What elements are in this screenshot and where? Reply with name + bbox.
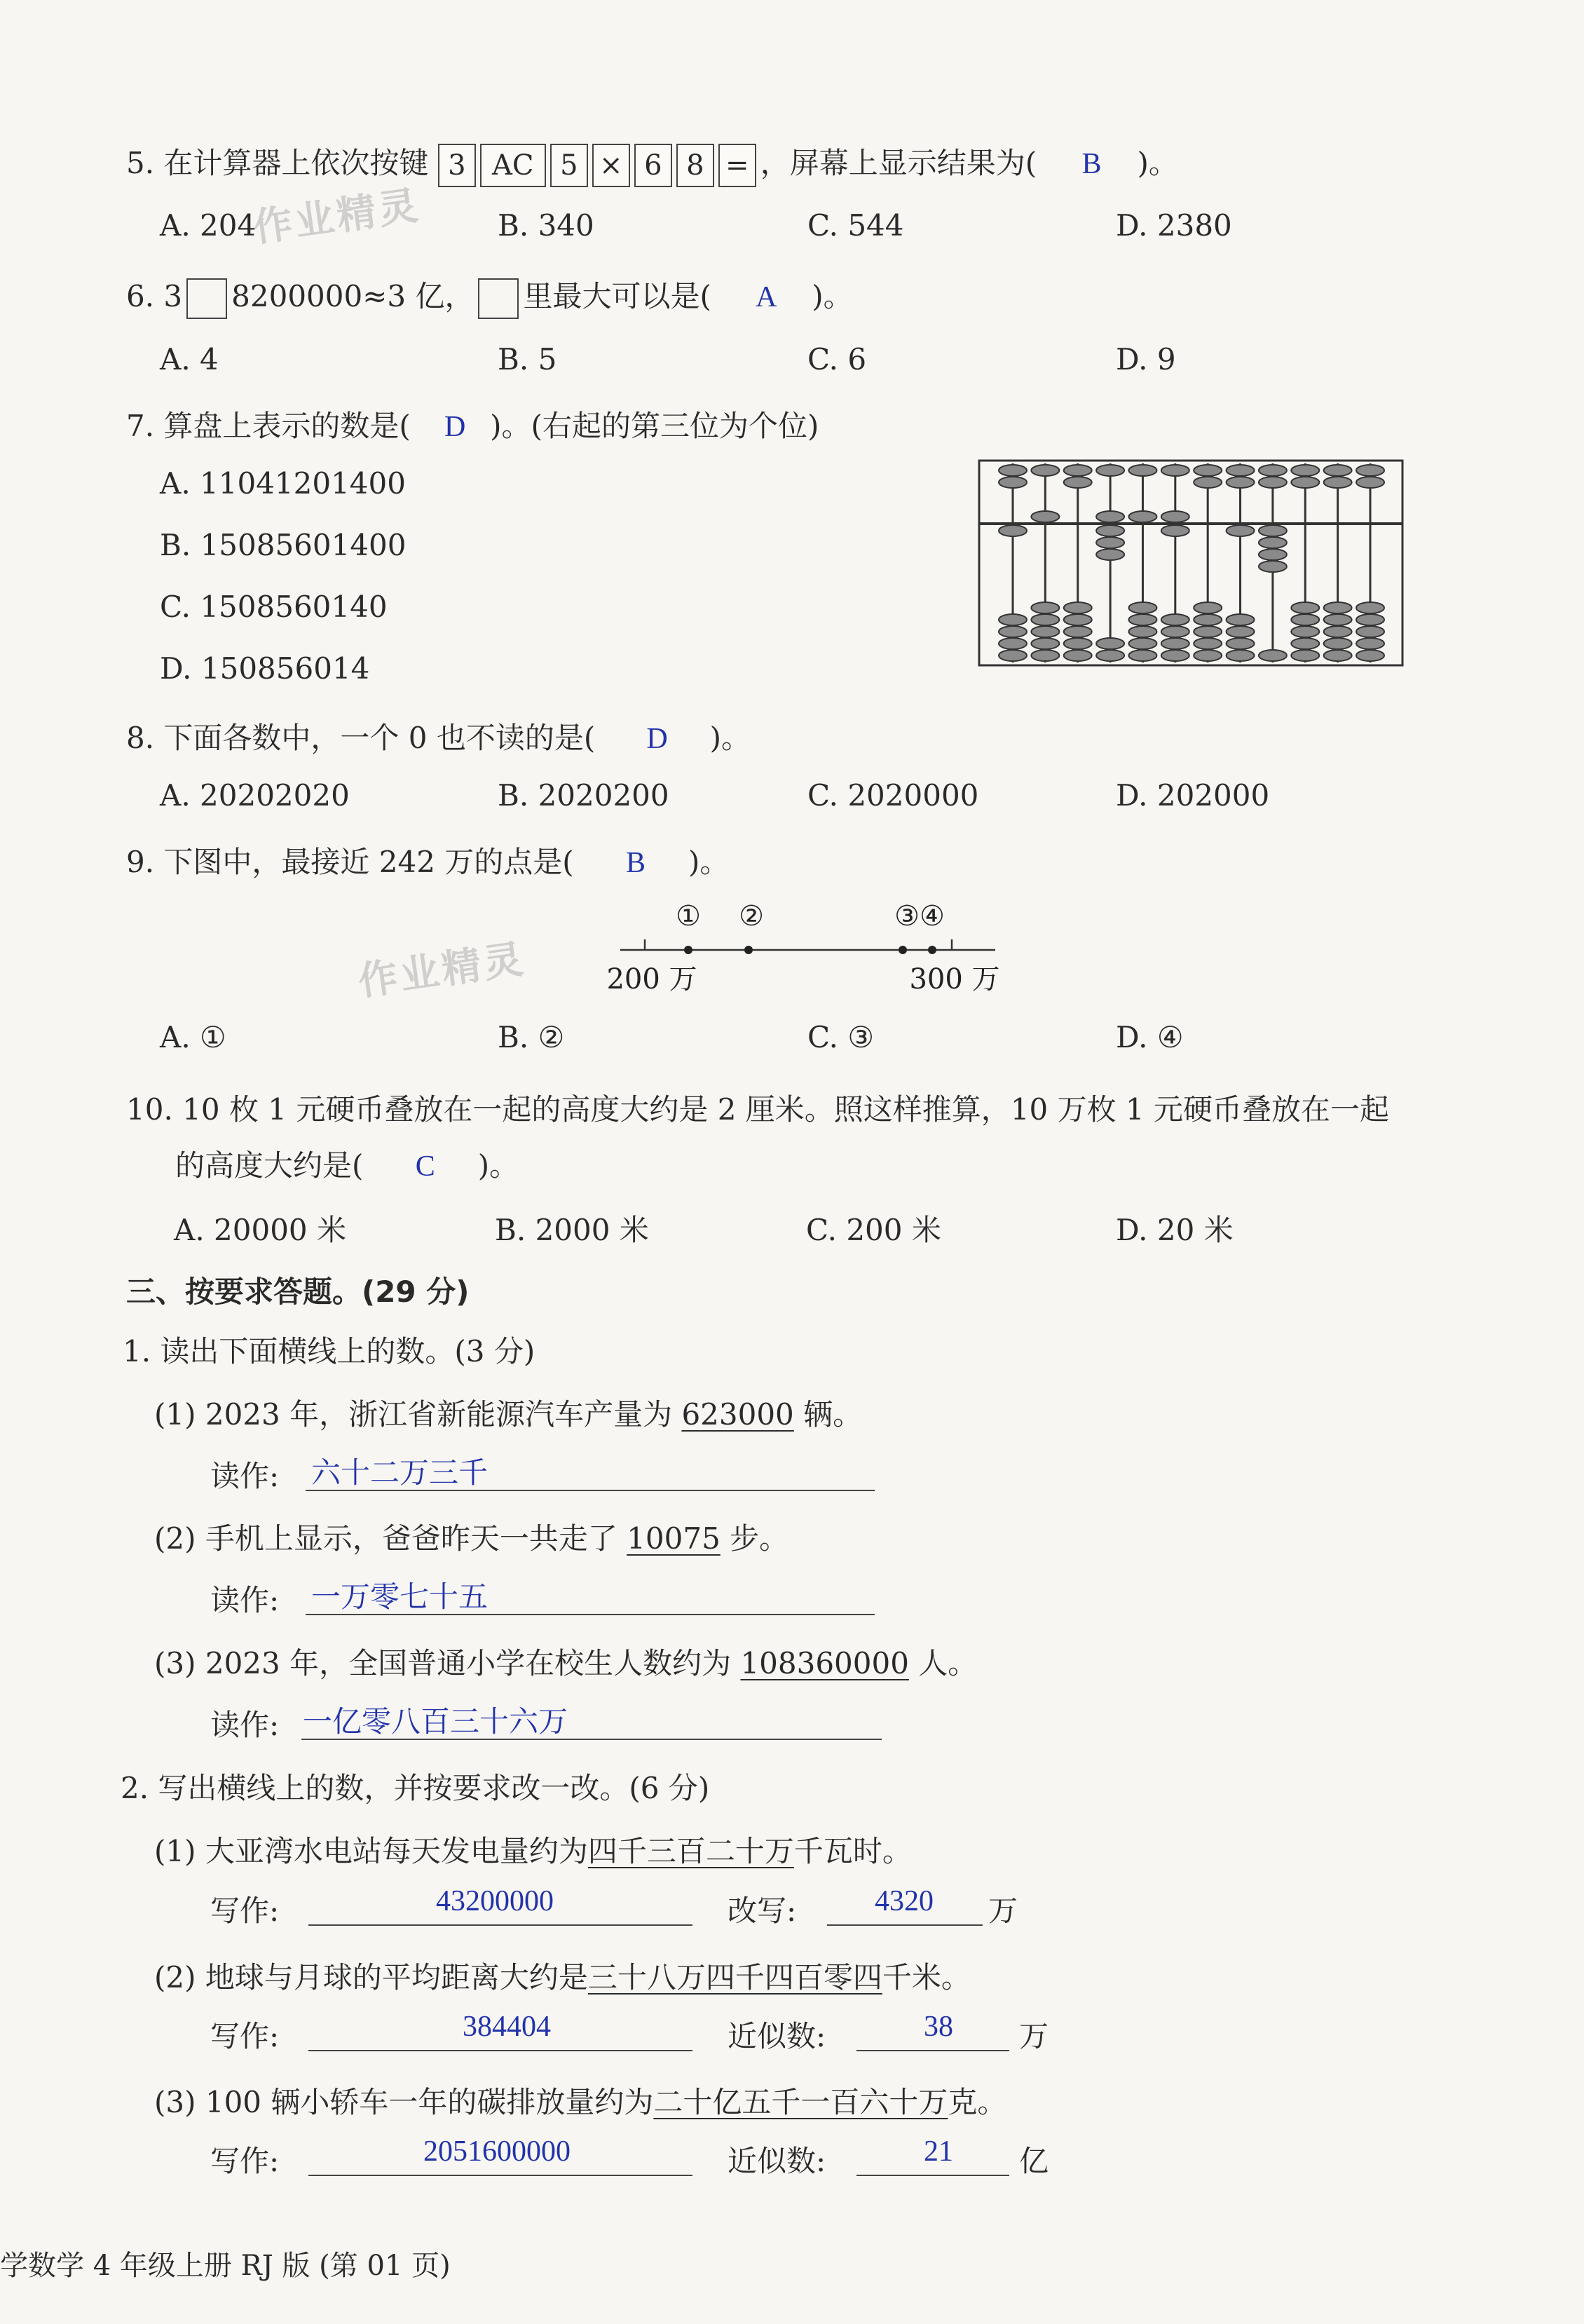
write-label: 写作: <box>210 2144 280 2178</box>
q5-stem: 5. 在计算器上依次按键 <box>126 146 429 180</box>
abacus-bead-lower <box>1064 650 1092 661</box>
p1-item-2-number: 10075 <box>627 1521 721 1556</box>
point-4 <box>928 946 936 954</box>
abacus-bead-lower <box>1031 638 1059 649</box>
read-label: 读作: <box>210 1459 280 1493</box>
q5-suffix: ，屏幕上显示结果为( <box>760 146 1037 180</box>
p1-item-3-number: 108360000 <box>740 1646 909 1680</box>
abacus-bead-lower <box>1096 537 1124 548</box>
question-6 <box>126 273 853 319</box>
alt-label: 近似数: <box>728 2144 826 2178</box>
abacus-bead-upper <box>1194 477 1222 488</box>
p1-item-1-answer: 六十二万三千 <box>311 1457 489 1490</box>
p1-item-2 <box>154 1516 788 1558</box>
p1-item-1-text: (1) 2023 年，浙江省新能源汽车产量为 <box>154 1397 682 1432</box>
abacus-bead-lower <box>1259 650 1287 661</box>
q5-option-b: B. 340 <box>498 208 594 243</box>
q5-option-c: C. 544 <box>807 208 904 243</box>
p2-item-3-alt-answer: 21 <box>924 2135 953 2168</box>
abacus-bead-upper <box>1031 465 1059 476</box>
abacus-bead-upper <box>999 465 1027 476</box>
q7-stem: 7. 算盘上表示的数是( <box>126 409 411 443</box>
answer-line <box>856 2175 1009 2176</box>
abacus-bead-lower <box>1064 614 1092 625</box>
label-point-34: ③④ <box>894 900 945 932</box>
q10-option-d: D. 20 米 <box>1116 1213 1234 1247</box>
section-3-heading: 三、按要求答题。(29 分) <box>126 1275 470 1309</box>
p2-item-3 <box>154 2079 1006 2121</box>
q6-option-c: C. 6 <box>807 342 867 376</box>
q8-answer: D <box>646 723 668 755</box>
abacus-bead-lower <box>1194 614 1222 625</box>
q7-option-b: B. 15085601400 <box>160 528 407 562</box>
abacus-bead-lower <box>1324 650 1352 661</box>
abacus-bead-lower <box>1194 638 1222 649</box>
abacus-bead-lower <box>999 525 1027 536</box>
abacus-bead-lower <box>1356 602 1384 613</box>
unit-label: 亿 <box>1019 2144 1049 2178</box>
abacus-bead-lower <box>1064 602 1092 613</box>
abacus-bead-lower <box>1259 561 1287 572</box>
q9-option-b: B. ② <box>498 1020 565 1054</box>
abacus-bead-lower <box>999 638 1027 649</box>
p1-item-3-text: (3) 2023 年，全国普通小学在校生人数约为 <box>154 1646 741 1680</box>
question-10-line2 <box>175 1143 519 1185</box>
alt-label: 近似数: <box>728 2019 826 2053</box>
q8-option-c: C. 2020000 <box>807 778 979 813</box>
key-5: 5 <box>550 144 588 187</box>
q6-part1: 6. 3 <box>126 279 183 313</box>
question-9 <box>126 839 729 881</box>
q7-option-d: D. 150856014 <box>160 651 370 686</box>
abacus-bead-lower <box>1096 650 1124 661</box>
abacus-bead-lower <box>1128 650 1156 661</box>
q9-option-c: C. ③ <box>807 1020 874 1054</box>
abacus-bead-upper <box>999 477 1027 488</box>
abacus-bead-upper <box>1227 477 1255 488</box>
abacus-bead-lower <box>1031 650 1059 661</box>
abacus-bead-lower <box>999 626 1027 637</box>
q9-answer: B <box>626 847 646 879</box>
q6-part3: 里最大可以是( <box>523 279 711 313</box>
question-8 <box>126 715 751 757</box>
question-5 <box>126 140 1178 187</box>
q5-close: )。 <box>1137 146 1178 180</box>
point-1 <box>684 946 692 954</box>
abacus-bead-lower <box>1259 537 1287 548</box>
abacus-bead-lower <box>999 650 1027 661</box>
q10-option-a: A. 20000 米 <box>174 1213 346 1247</box>
abacus-bead-lower <box>1291 626 1319 637</box>
write-label: 写作: <box>210 2019 280 2053</box>
watermark: 作业精灵 <box>355 936 528 1005</box>
key-equals: = <box>718 144 756 187</box>
abacus-bead-lower <box>1064 626 1092 637</box>
abacus-bead-upper <box>1259 465 1287 476</box>
watermark: 作业精灵 <box>250 182 423 252</box>
abacus-bead-upper <box>1324 477 1352 488</box>
abacus-bead-upper <box>1194 465 1222 476</box>
q8-option-a: A. 20202020 <box>160 778 350 813</box>
p1-item-1-post: 辆。 <box>793 1397 863 1432</box>
abacus <box>978 459 1405 670</box>
abacus-bead-upper <box>1259 477 1287 488</box>
abacus-bead-upper <box>1161 511 1189 522</box>
abacus-bead-lower <box>1227 626 1255 637</box>
unit-label: 万 <box>1019 2019 1049 2053</box>
key-multiply: × <box>592 144 630 187</box>
p2-item-1-write-answer: 43200000 <box>436 1885 554 1917</box>
abacus-bead-lower <box>1324 602 1352 613</box>
p2-item-2-write-answer: 384404 <box>463 2011 551 2043</box>
abacus-bead-lower <box>1259 525 1287 536</box>
p2-item-3-number: 二十亿五千一百六十万 <box>653 2085 948 2119</box>
abacus-bead-lower <box>1227 525 1255 536</box>
q5-option-d: D. 2380 <box>1116 208 1232 243</box>
question-7 <box>126 403 819 445</box>
abacus-bead-lower <box>1096 638 1124 649</box>
q7-close: )。(右起的第三位为个位) <box>490 409 819 443</box>
q5-answer: B <box>1081 148 1102 180</box>
abacus-bead-lower <box>1291 602 1319 613</box>
q7-answer: D <box>444 411 466 443</box>
q9-stem: 9. 下图中，最接近 242 万的点是( <box>126 845 574 879</box>
p1-item-2-answer: 一万零七十五 <box>311 1582 489 1614</box>
abacus-bead-lower <box>1064 638 1092 649</box>
abacus-bead-lower <box>1128 614 1156 625</box>
p1-item-3-post: 人。 <box>908 1646 978 1680</box>
key-ac: AC <box>480 144 546 187</box>
p1-item-2-post: 步。 <box>720 1521 789 1556</box>
p1-item-1 <box>154 1392 862 1434</box>
q10-answer: C <box>415 1150 435 1183</box>
q7-option-c: C. 1508560140 <box>160 590 388 624</box>
read-label: 读作: <box>210 1708 280 1742</box>
abacus-bead-lower <box>1227 614 1255 625</box>
p2-item-1 <box>154 1828 912 1870</box>
q10-option-c: C. 200 米 <box>806 1213 941 1247</box>
q5-option-a: A. 204 <box>160 208 257 243</box>
answer-line <box>827 1924 983 1926</box>
abacus-bead-upper <box>1031 511 1059 522</box>
abacus-bead-lower <box>1161 525 1189 536</box>
abacus-bead-lower <box>1291 650 1319 661</box>
question-10-line1: 10. 10 枚 1 元硬币叠放在一起的高度大约是 2 厘米。照这样推算，10 万枚 1 元硬币叠放在一起 <box>126 1092 1390 1127</box>
axis-label-200: 200 万 <box>606 963 697 995</box>
q7-option-a: A. 11041201400 <box>160 466 406 501</box>
abacus-bead-upper <box>1128 511 1156 522</box>
q6-close: )。 <box>812 279 853 313</box>
p2-item-3-text: (3) 100 辆小轿车一年的碳排放量约为 <box>154 2085 654 2119</box>
p2-item-3-post: 克。 <box>948 2085 1007 2119</box>
q9-option-a: A. ① <box>160 1020 226 1054</box>
abacus-bead-upper <box>1356 477 1384 488</box>
abacus-bead-lower <box>1128 638 1156 649</box>
abacus-bead-lower <box>1161 638 1189 649</box>
abacus-bead-lower <box>1161 650 1189 661</box>
abacus-bead-upper <box>1096 465 1124 476</box>
abacus-bead-lower <box>1356 626 1384 637</box>
abacus-bead-upper <box>1064 477 1092 488</box>
abacus-bead-lower <box>1324 614 1352 625</box>
abacus-bead-upper <box>1064 465 1092 476</box>
part-2-title: 2. 写出横线上的数，并按要求改一改。(6 分) <box>121 1771 710 1805</box>
p1-item-3-answer: 一亿零八百三十六万 <box>303 1706 568 1739</box>
p2-item-2 <box>154 1955 971 1997</box>
abacus-bead-lower <box>1128 602 1156 613</box>
key-6: 6 <box>634 144 672 187</box>
q6-answer: A <box>756 281 777 313</box>
read-label: 读作: <box>210 1583 280 1617</box>
p2-item-2-text: (2) 地球与月球的平均距离大约是 <box>154 1960 588 1995</box>
abacus-bead-lower <box>1031 602 1059 613</box>
q6-part2: 8200000≈3 亿， <box>231 279 474 313</box>
abacus-bead-lower <box>1194 650 1222 661</box>
label-point-1: ① <box>676 900 701 932</box>
q8-option-b: B. 2020200 <box>498 778 669 813</box>
abacus-bead-lower <box>1161 626 1189 637</box>
number-line <box>606 897 1009 1003</box>
abacus-bead-lower <box>1259 549 1287 560</box>
q8-option-d: D. 202000 <box>1116 778 1270 813</box>
abacus-bead-upper <box>1227 465 1255 476</box>
p1-item-2-text: (2) 手机上显示，爸爸昨天一共走了 <box>154 1521 627 1556</box>
answer-line <box>308 2175 692 2176</box>
page-footer: 学数学 4 年级上册 RJ 版 (第 01 页) <box>0 2250 451 2282</box>
q6-option-a: A. 4 <box>160 342 219 376</box>
p2-item-1-alt-answer: 4320 <box>875 1885 934 1917</box>
point-2 <box>744 946 753 954</box>
abacus-bead-upper <box>1324 465 1352 476</box>
answer-line <box>308 2050 692 2051</box>
abacus-bead-upper <box>1128 465 1156 476</box>
q6-option-d: D. 9 <box>1116 342 1176 376</box>
abacus-bead-lower <box>1031 614 1059 625</box>
p1-item-1-number: 623000 <box>681 1397 794 1432</box>
p1-item-3 <box>154 1640 977 1683</box>
q8-close: )。 <box>709 721 751 755</box>
abacus-bead-lower <box>1356 638 1384 649</box>
abacus-bead-upper <box>1291 477 1319 488</box>
q8-stem: 8. 下面各数中，一个 0 也不读的是( <box>126 721 596 755</box>
p2-item-2-alt-answer: 38 <box>924 2011 953 2043</box>
q10-close: )。 <box>477 1148 519 1183</box>
p2-item-3-write-answer: 2051600000 <box>423 2135 571 2168</box>
abacus-bead-lower <box>1128 626 1156 637</box>
q9-option-d: D. ④ <box>1116 1020 1184 1054</box>
abacus-bead-lower <box>1324 626 1352 637</box>
abacus-bead-lower <box>1324 638 1352 649</box>
point-3 <box>899 946 907 954</box>
abacus-bead-lower <box>1096 525 1124 536</box>
key-3: 3 <box>438 144 476 187</box>
label-point-2: ② <box>739 900 764 932</box>
abacus-bead-lower <box>1227 650 1255 661</box>
abacus-bead-lower <box>1291 638 1319 649</box>
alt-label: 改写: <box>728 1894 797 1928</box>
abacus-bead-lower <box>1356 650 1384 661</box>
answer-line <box>856 2050 1009 2051</box>
part-1-title: 1. 读出下面横线上的数。(3 分) <box>123 1334 535 1368</box>
q9-close: )。 <box>688 845 730 879</box>
abacus-bead-upper <box>1096 511 1124 522</box>
unit-label: 万 <box>988 1894 1018 1928</box>
abacus-bead-upper <box>1356 465 1384 476</box>
blank-box <box>478 278 519 319</box>
abacus-bead-upper <box>1291 465 1319 476</box>
q10-stem: 的高度大约是( <box>175 1148 364 1183</box>
axis-label-300: 300 万 <box>909 963 1000 995</box>
abacus-bead-lower <box>1194 626 1222 637</box>
abacus-bead-lower <box>1096 549 1124 560</box>
abacus-bead-upper <box>1161 465 1189 476</box>
answer-line <box>308 1924 692 1926</box>
abacus-bead-lower <box>1291 614 1319 625</box>
abacus-bead-lower <box>1031 626 1059 637</box>
p2-item-1-number: 四千三百二十万 <box>587 1834 794 1868</box>
abacus-bead-lower <box>999 614 1027 625</box>
abacus-bead-lower <box>1194 602 1222 613</box>
abacus-bead-lower <box>1227 638 1255 649</box>
p2-item-2-number: 三十八万四千四百零四 <box>587 1960 882 1995</box>
abacus-bead-lower <box>1356 614 1384 625</box>
abacus-bead-lower <box>1161 614 1189 625</box>
p2-item-1-text: (1) 大亚湾水电站每天发电量约为 <box>154 1834 588 1868</box>
p2-item-1-post: 千瓦时。 <box>793 1834 912 1868</box>
write-label: 写作: <box>210 1894 280 1928</box>
key-8: 8 <box>676 144 714 187</box>
q6-option-b: B. 5 <box>498 342 557 376</box>
blank-box <box>186 278 227 319</box>
p2-item-2-post: 千米。 <box>882 1960 971 1995</box>
q10-option-b: B. 2000 米 <box>495 1213 649 1247</box>
